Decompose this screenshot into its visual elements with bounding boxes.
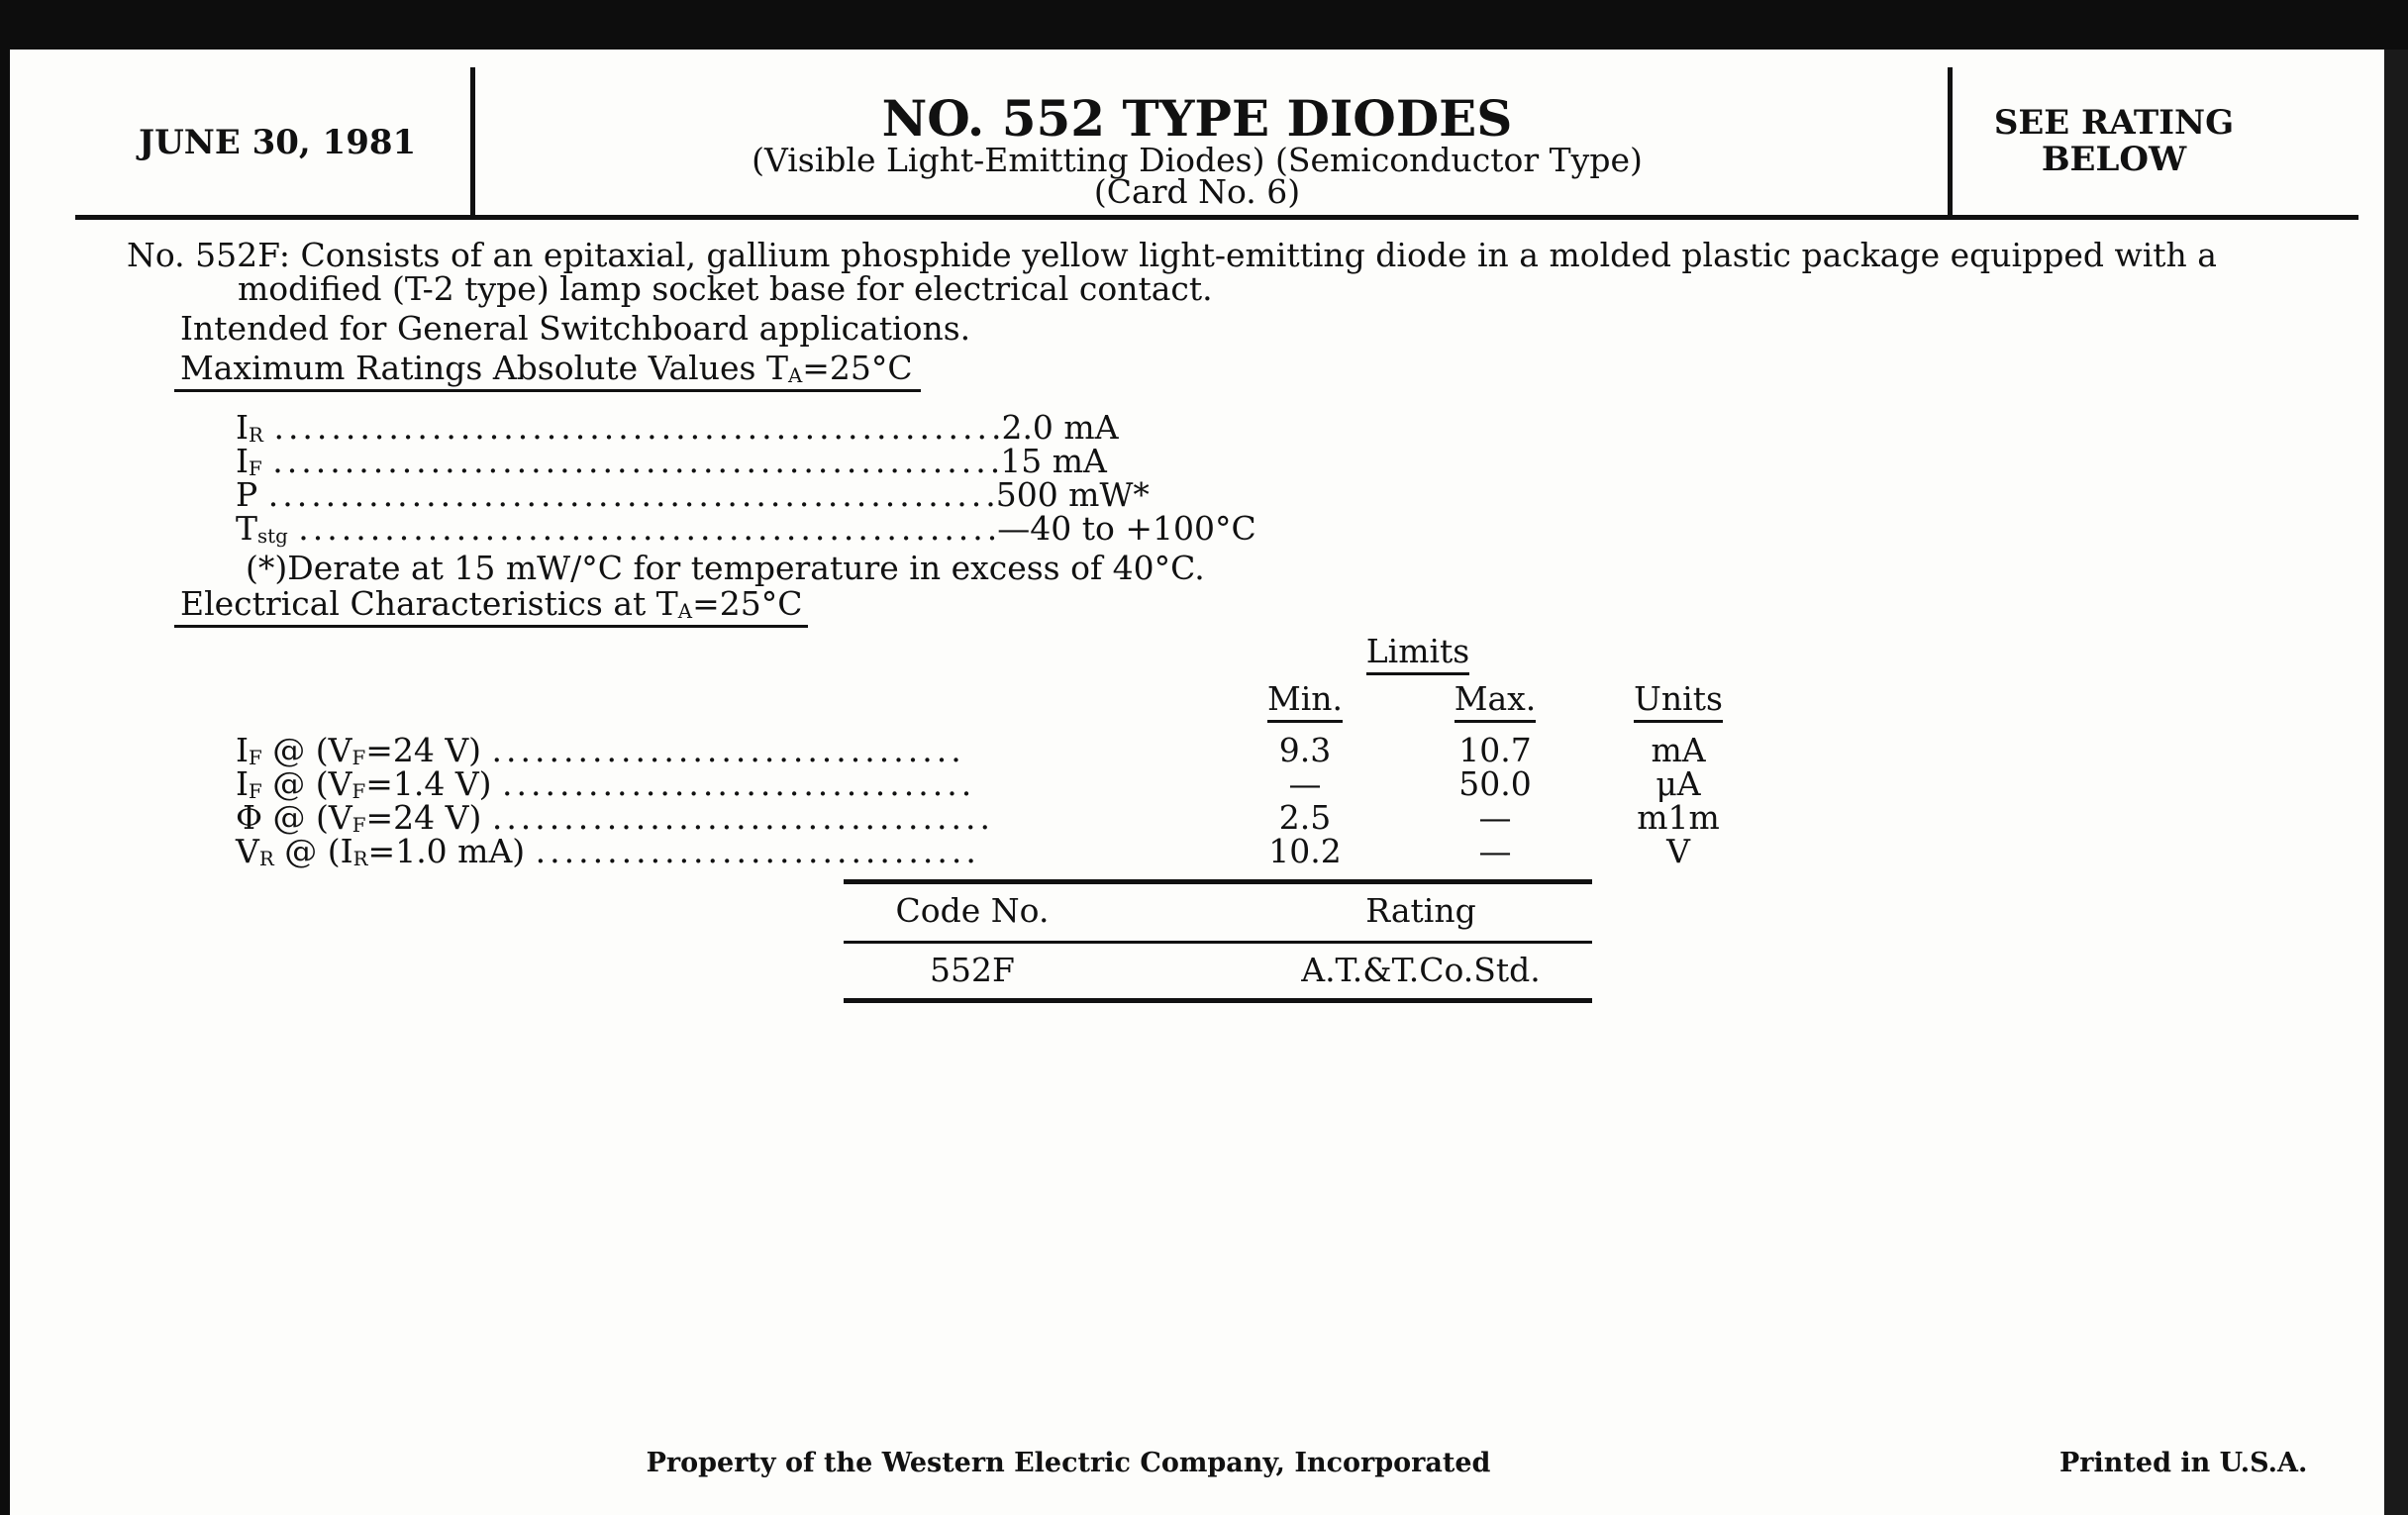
char-symbol: I	[236, 764, 250, 803]
rating-value: .2.0 mA	[990, 408, 1119, 447]
rating-note-line2: BELOW	[2041, 140, 2187, 179]
table-bottom-rule	[844, 998, 1592, 1003]
unit-value: m1m	[1637, 798, 1720, 837]
max-value: —	[1478, 832, 1512, 870]
description-line2: modified (T-2 type) lamp socket base for electrical contact.	[238, 269, 1213, 308]
leader-dots: ..................................................	[267, 475, 986, 514]
printed-notice: Printed in U.S.A.	[2059, 1448, 2308, 1478]
limits-label	[1349, 632, 1487, 670]
rating-row	[236, 509, 1256, 548]
rating-value: .15 mA	[989, 442, 1107, 480]
electrical-heading	[180, 584, 808, 623]
rating-symbol: I	[236, 442, 250, 480]
char-condition: @ (V	[261, 731, 352, 769]
min-header-text: Min.	[1267, 679, 1343, 723]
char-condition-sub: R	[352, 847, 368, 870]
char-condition-value: =1.4 V)	[365, 764, 492, 803]
data-card	[10, 50, 2384, 1515]
min-header	[1236, 679, 1374, 718]
leader-dots: ...............................	[535, 832, 980, 870]
rating-value: .500 mW*	[985, 475, 1150, 514]
max-ratings-heading-main: Maximum Ratings Absolute Values T	[180, 349, 788, 387]
page-title: NO. 552 TYPE DIODES	[881, 89, 1513, 148]
max-value: 10.7	[1458, 731, 1532, 769]
rating-note	[1965, 105, 2262, 178]
max-ratings-heading-tail: =25°C	[802, 349, 913, 387]
header-rule	[75, 215, 2358, 220]
code-value: 552F	[930, 951, 1015, 989]
rating-symbol-sub: stg	[257, 524, 288, 548]
rating-symbol-sub: F	[249, 456, 262, 480]
electrical-heading-tail: =25°C	[692, 584, 803, 623]
min-value: 2.5	[1278, 798, 1332, 837]
leader-dots: ................................................	[298, 509, 987, 548]
rating-value: A.T.&T.Co.Std.	[1301, 951, 1541, 989]
leader-dots: ...................................	[491, 798, 994, 837]
max-ratings-heading	[180, 349, 921, 387]
char-condition: @ (V	[261, 764, 352, 803]
leader-dots: .................................	[491, 731, 965, 769]
electrical-heading-main: Electrical Characteristics at T	[180, 584, 678, 623]
issue-date: JUNE 30, 1981	[139, 123, 417, 162]
leader-dots: ..................................................	[273, 408, 991, 447]
max-value: —	[1478, 798, 1512, 837]
min-value: 10.2	[1268, 832, 1342, 870]
property-notice: Property of the Western Electric Company, Incorporated	[646, 1448, 1491, 1478]
char-condition-value: =24 V)	[365, 798, 482, 837]
intended-use: Intended for General Switchboard applications.	[180, 309, 971, 348]
char-condition-sub: F	[351, 779, 366, 803]
rating-symbol: T	[236, 509, 258, 548]
max-header-text: Max.	[1455, 679, 1537, 723]
char-condition-value: =1.0 mA)	[367, 832, 526, 870]
header-divider-right	[1948, 67, 1953, 216]
min-value: 9.3	[1278, 731, 1332, 769]
min-value: —	[1288, 764, 1322, 803]
units-header-text: Units	[1634, 679, 1723, 723]
rating-symbol: P	[236, 475, 258, 514]
leader-dots: .................................	[502, 764, 976, 803]
max-value: 50.0	[1458, 764, 1532, 803]
card-number: (Card No. 6)	[1093, 172, 1301, 211]
electrical-heading-sub: A	[677, 599, 693, 623]
char-symbol: Φ	[236, 798, 263, 837]
rating-symbol-sub: R	[249, 423, 263, 447]
rating-header: Rating	[1365, 891, 1476, 930]
code-header: Code No.	[895, 891, 1050, 930]
table-mid-rule	[844, 941, 1592, 944]
char-condition-sub: F	[351, 746, 366, 769]
max-ratings-heading-sub: A	[787, 363, 803, 387]
char-condition: @ (I	[273, 832, 353, 870]
table-top-rule	[844, 879, 1592, 884]
char-condition-value: =24 V)	[365, 731, 482, 769]
char-symbol-sub: F	[249, 746, 262, 769]
electrical-heading-text	[174, 584, 808, 628]
char-symbol-sub: F	[249, 779, 262, 803]
unit-value: μA	[1656, 764, 1701, 803]
derating-note: (*)Derate at 15 mW/°C for temperature in excess of 40°C.	[246, 549, 1205, 587]
rating-symbol: I	[236, 408, 250, 447]
rating-note-line1: SEE RATING	[1993, 103, 2235, 143]
char-condition-sub: F	[351, 813, 366, 837]
max-ratings-heading-text	[174, 349, 921, 392]
char-condition: @ (V	[262, 798, 352, 837]
description-line1: No. 552F: Consists of an epitaxial, gallium phosphide yellow light-emitting diode in a molded plastic package equipped with a	[127, 236, 2217, 274]
units-header	[1609, 679, 1748, 718]
char-symbol-sub: R	[258, 847, 274, 870]
leader-dots: ..................................................	[272, 442, 990, 480]
max-header	[1426, 679, 1564, 718]
rating-value: .—40 to +100°C	[986, 509, 1256, 548]
unit-value: mA	[1651, 731, 1706, 769]
characteristic-row	[236, 832, 980, 870]
page-subtitle: (Visible Light-Emitting Diodes) (Semiconductor Type)	[752, 141, 1643, 179]
limits-label-text: Limits	[1366, 632, 1470, 675]
char-symbol: I	[236, 731, 250, 769]
char-symbol: V	[236, 832, 259, 870]
unit-value: V	[1666, 832, 1690, 870]
scan-edge	[2384, 50, 2408, 1515]
